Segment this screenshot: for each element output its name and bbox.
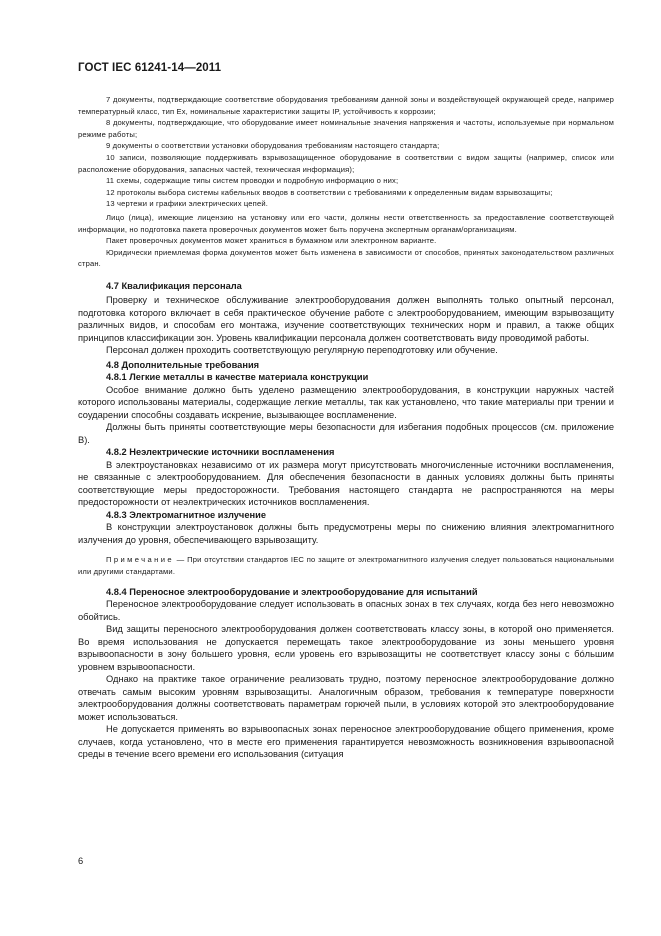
paragraph: Однако на практике такое ограничение реализовать трудно, поэтому переносное электрооборудование должно отвечать самым высоким уровням взрывозащиты. Аналогичным образом, требования к температуре поверхности электрооборудования должны соответствовать параметрам горючей пыли, в условиях которой это электрооборудование может использоваться. <box>78 674 614 722</box>
page-number: 6 <box>78 856 84 866</box>
note-text: — При отсутствии стандартов IEC по защите от электромагнитного излучения следует пользоваться национальными или другими стандартами. <box>78 555 614 576</box>
section-heading-4-8-4: 4.8.4 Переносное электрооборудование и электрооборудование для испытаний <box>106 586 478 597</box>
body-section <box>78 280 614 761</box>
note-label: Примечание <box>106 555 174 565</box>
paragraph: В электроустановках независимо от их размера могут присутствовать многочисленные источники воспламенения, не связанные с электрооборудованием. Для обеспечения безопасности в данных условиях должны быть приняты соответствующие меры предосторожности. Требования настоящего стандарта не распространяются на меры предосторожности от неэлектрических источников воспламенения. <box>78 459 614 508</box>
page-header-title: ГОСТ IEC 61241-14—2011 <box>78 62 222 74</box>
paragraph: Персонал должен проходить соответствующую регулярную переподготовку или обучение. <box>106 345 498 356</box>
list-item: 11 схемы, содержащие типы систем проводки и подробную информацию о них; <box>106 176 399 186</box>
paragraph: Должны быть приняты соответствующие меры безопасности для избегания подобных процессов (см. приложение В). <box>78 422 614 445</box>
list-item: 8 документы, подтверждающие, что оборудование имеет номинальные значения напряжения и частоты, используемые при нормальном режиме работы; <box>78 118 614 139</box>
paragraph: Не допускается применять во взрывоопасных зонах переносное электрооборудование общего применения, кроме случаев, когда установлено, что в месте его применения гарантируется невозможность возникновения взрывоопасной среды в течение всего времени его использования (ситуация <box>78 724 614 760</box>
paragraph: Лицо (лица), имеющие лицензию на установку или его части, должны нести ответственность за предоставление соответствующей информации, но подготовка пакета проверочных документов может быть поручена экспертным органам/организациям. <box>78 212 614 234</box>
document-list-section <box>78 94 614 270</box>
section-heading-4-8-1: 4.8.1 Легкие металлы в качестве материала конструкции <box>106 372 369 383</box>
paragraph: В конструкции электроустановок должны быть предусмотрены меры по снижению влияния электромагнитного излучения до уровня, обеспечивающего взрывозащиту. <box>78 522 614 545</box>
paragraph: Вид защиты переносного электрооборудования должен соответствовать классу зоны, в которой оно применяется. Во время использования не допускается перемещать такое электрооборудование из зоны меньшего уровня взрывоопасности в зону большего уровня, если уровень его взрывозащиты не соответствует классу зоны с бóльшим уровнем взрывоопасности. <box>78 624 614 672</box>
list-item: 9 документы о соответствии установки оборудования требованиям настоящего стандарта; <box>106 141 440 151</box>
section-heading-4-8: 4.8 Дополнительные требования <box>106 359 260 370</box>
section-heading-4-8-3: 4.8.3 Электромагнитное излучение <box>106 509 267 520</box>
section-heading-4-8-2: 4.8.2 Неэлектрические источники воспламенения <box>106 447 335 458</box>
paragraph: Особое внимание должно быть уделено размещению электрооборудования, в конструкции наружных частей которого использованы материалы, содержащие легкие металлы, так как установлено, что такие материалы при трении и соударении способны создавать искрение, вызывающее воспламенение. <box>78 384 614 420</box>
page-content <box>78 94 614 761</box>
list-item: 12 протоколы выбора системы кабельных вводов в соответствии с требованиями к определенным видам взрывозащиты; <box>106 187 553 197</box>
list-item: 13 чертежи и графики электрических цепей. <box>106 199 268 209</box>
list-item: 7 документы, подтверждающие соответствие оборудования требованиям данной зоны и воздействующей окружающей среде, например температурный класс, тип Ex, номинальные характеристики защиты IP, устойчивость к коррозии; <box>78 95 614 116</box>
paragraph: Проверку и техническое обслуживание электрооборудования должен выполнять только опытный персонал, подготовка которого включает в себя практическое обучение работе с электрооборудованием, имеющим взрывозащиту различных видов, и способам его монтажа, изучение соответствующих технических норм и правил, а также общих принципов классификации зон. Уровень квалификации персонала должен соответствовать виду проводимой работы. <box>78 295 614 343</box>
section-heading-4-7: 4.7 Квалификация персонала <box>106 280 242 291</box>
paragraph: Юридически приемлемая форма документов может быть изменена в зависимости от способов, принятых законодательством различных стран. <box>78 247 614 269</box>
paragraph: Пакет проверочных документов может храниться в бумажном или электронном варианте. <box>106 236 437 246</box>
list-item: 10 записи, позволяющие поддерживать взрывозащищенное оборудование в соответствии с видом защиты (например, список или расположение оборудования, запасных частей, техническая информация); <box>78 152 614 174</box>
note <box>78 554 614 577</box>
paragraph: Переносное электрооборудование следует использовать в опасных зонах в тех случаях, когда без него невозможно обойтись. <box>78 599 614 622</box>
